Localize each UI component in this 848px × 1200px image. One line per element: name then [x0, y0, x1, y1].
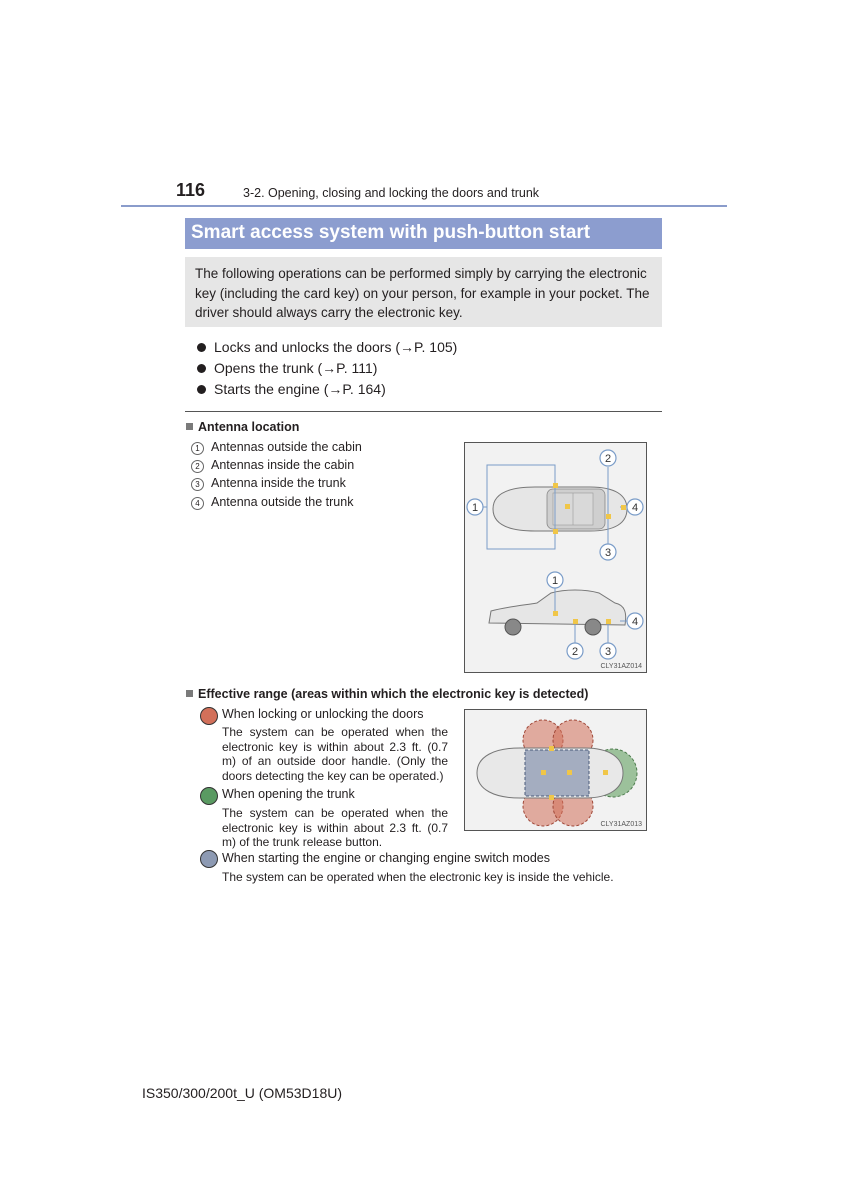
- circled-number: 3: [191, 478, 204, 491]
- circled-number: 2: [191, 460, 204, 473]
- circled-number: 1: [191, 442, 204, 455]
- antenna-label: Antenna outside the trunk: [211, 495, 354, 509]
- svg-text:4: 4: [631, 502, 639, 514]
- page-number: 116: [176, 180, 206, 200]
- svg-text:4: 4: [631, 616, 639, 628]
- antenna-item-3: [191, 476, 346, 491]
- range-desc-engine: The system can be operated when the electronic key is inside the vehicle.: [222, 870, 614, 884]
- svg-text:3: 3: [604, 646, 612, 658]
- range-label-engine: When starting the engine or changing engine switch modes: [222, 851, 550, 865]
- bullet-dot: [197, 385, 206, 394]
- effective-range-figure: [464, 709, 647, 831]
- chapter-title: 3-2. Opening, closing and locking the doors and trunk: [243, 186, 540, 200]
- section-title: Smart access system with push-button start: [191, 222, 591, 243]
- figure-code: CLY31AZ013: [600, 821, 642, 828]
- bullet-lock-doors: [197, 339, 457, 355]
- antenna-label: Antennas outside the cabin: [211, 440, 362, 454]
- red-range-swatch-icon: [200, 707, 218, 725]
- svg-text:2: 2: [604, 453, 612, 465]
- range-label-doors: When locking or unlocking the doors: [222, 707, 424, 721]
- range-heading: [186, 687, 588, 701]
- antenna-item-2: [191, 458, 354, 473]
- intro-box: [185, 257, 662, 327]
- bullet-open-trunk: [197, 360, 377, 376]
- section-title-bar: [185, 218, 662, 249]
- range-desc-trunk: The system can be operated when the electronic key is within about 2.3 ft. (0.7 m) of the trunk release button.: [222, 806, 448, 849]
- car-top-view-icon: [493, 487, 627, 531]
- antenna-heading: [186, 420, 299, 434]
- bullet-text: Locks and unlocks the doors (→P. 105): [214, 339, 458, 355]
- antenna-diagram: [465, 443, 646, 672]
- bullet-dot: [197, 364, 206, 373]
- antenna-heading-text: Antenna location: [198, 420, 300, 434]
- range-heading-text: Effective range (areas within which the electronic key is detected): [198, 687, 589, 701]
- square-bullet-icon: [186, 690, 193, 697]
- intro-text: The following operations can be performed simply by carrying the electronic key (including the card key) on your person, for example in your pocket. The driver should always carry the electronic key.: [195, 266, 650, 320]
- svg-text:2: 2: [571, 646, 579, 658]
- antenna-item-4: [191, 495, 353, 510]
- circled-number: 4: [191, 497, 204, 510]
- bullet-start-engine: [197, 381, 386, 397]
- square-bullet-icon: [186, 423, 193, 430]
- header-rule: [121, 205, 727, 207]
- svg-text:1: 1: [551, 575, 559, 587]
- antenna-item-1: [191, 440, 362, 455]
- range-desc-doors: The system can be operated when the electronic key is within about 2.3 ft. (0.7 m) of an outside door handle. (Only the doors detecting the key can be operated.): [222, 725, 448, 783]
- figure-code: CLY31AZ014: [600, 663, 642, 670]
- range-diagram: [465, 710, 646, 830]
- antenna-label: Antenna inside the trunk: [211, 476, 346, 490]
- antenna-label: Antennas inside the cabin: [211, 458, 355, 472]
- bullet-text: Opens the trunk (→P. 111): [214, 360, 378, 376]
- svg-text:1: 1: [471, 502, 479, 514]
- antenna-location-figure: [464, 442, 647, 673]
- green-range-swatch-icon: [200, 787, 218, 805]
- footer-model-code: IS350/300/200t_U (OM53D18U): [142, 1085, 342, 1101]
- bullet-dot: [197, 343, 206, 352]
- range-label-trunk: When opening the trunk: [222, 787, 355, 801]
- bullet-text: Starts the engine (→P. 164): [214, 381, 386, 397]
- divider: [185, 411, 662, 412]
- blue-range-swatch-icon: [200, 850, 218, 868]
- svg-text:3: 3: [604, 547, 612, 559]
